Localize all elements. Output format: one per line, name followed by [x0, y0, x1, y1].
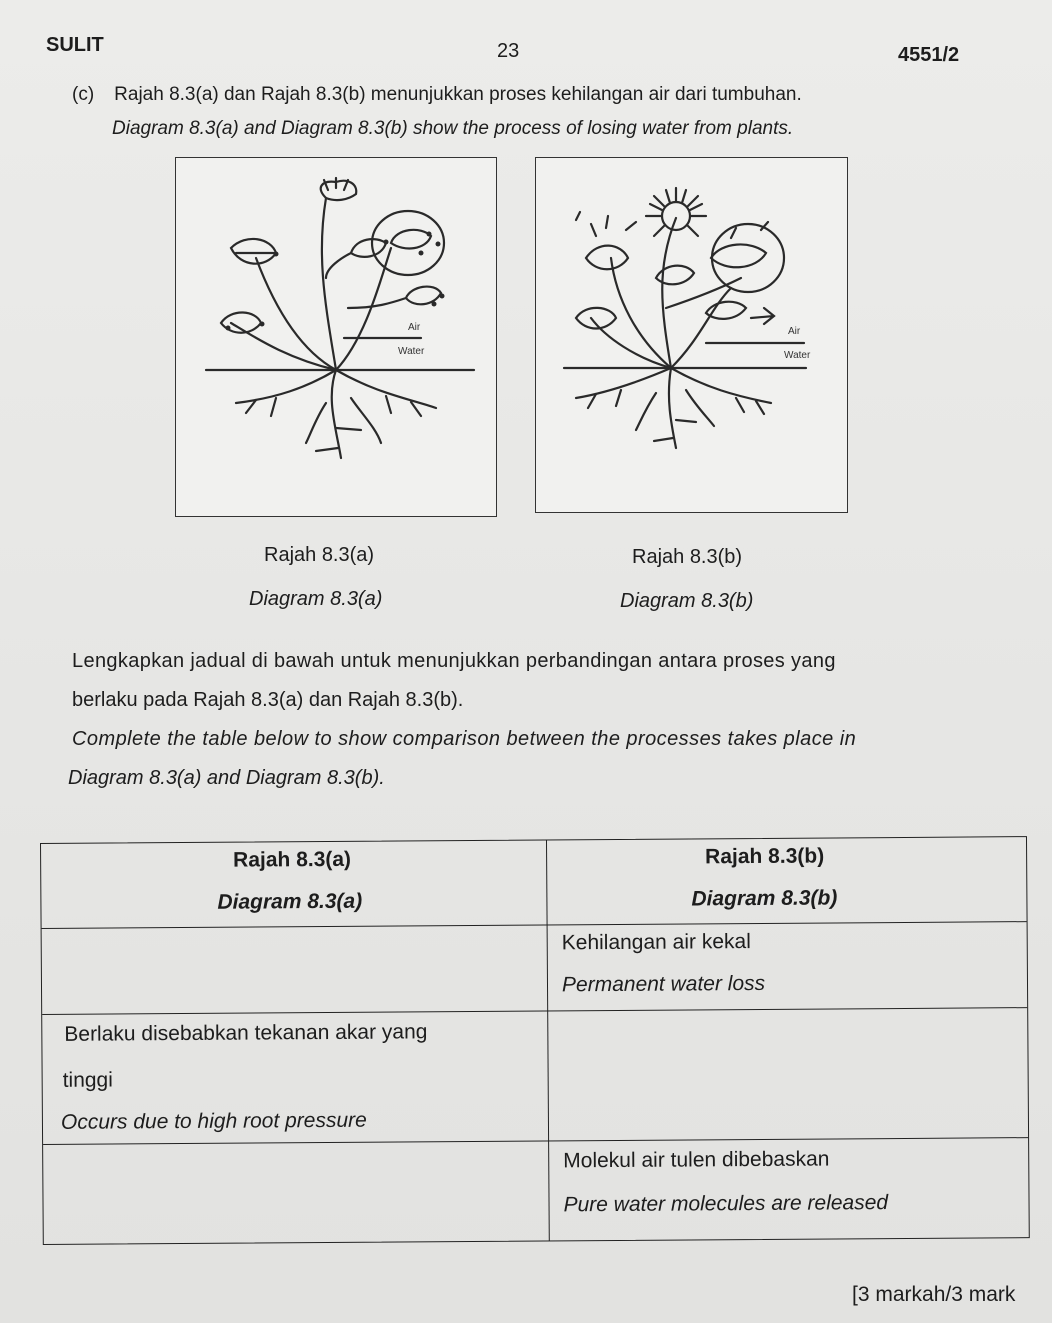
figure-b-air-label: Air	[788, 326, 801, 337]
instruction-malay-1: Lengkapkan jadual di bawah untuk menunjukkan perbandingan antara proses yang	[72, 650, 836, 672]
question-english: Diagram 8.3(a) and Diagram 8.3(b) show the process of losing water from plants.	[112, 118, 794, 139]
row2-a-malay-1: Berlaku disebabkan tekanan akar yang	[64, 1020, 428, 1046]
comparison-table	[40, 836, 1030, 1245]
page-number: 23	[497, 40, 520, 62]
head-b-english: Diagram 8.3(b)	[691, 886, 838, 911]
row2-a-malay-2: tinggi	[62, 1068, 113, 1092]
header-sulit: SULIT	[46, 34, 104, 56]
row2-a-english: Occurs due to high root pressure	[60, 1108, 367, 1134]
figure-a-box	[175, 157, 497, 517]
figure-b-water-label: Water	[784, 350, 811, 361]
plant-transpiration-drawing	[536, 158, 847, 512]
caption-a-english: Diagram 8.3(a)	[249, 588, 383, 610]
paper-code: 4551/2	[898, 44, 960, 66]
table-row-3	[43, 1137, 1029, 1245]
figure-a-air-label: Air	[408, 322, 421, 333]
question-label: (c)	[72, 84, 95, 105]
head-a-malay: Rajah 8.3(a)	[233, 847, 352, 872]
question-malay-text: Rajah 8.3(a) dan Rajah 8.3(b) menunjukkan proses kehilangan air dari tumbuhan.	[114, 84, 802, 105]
figure-a-water-label: Water	[398, 346, 425, 357]
row3-b-malay: Molekul air tulen dibebaskan	[563, 1147, 830, 1173]
head-a-english: Diagram 8.3(a)	[217, 889, 363, 914]
table-row-2	[42, 1007, 1028, 1145]
figure-b-box	[535, 157, 848, 513]
caption-a-malay: Rajah 8.3(a)	[264, 544, 375, 566]
question-malay	[72, 84, 802, 106]
row1-b-malay: Kehilangan air kekal	[561, 930, 751, 955]
plant-guttation-drawing	[176, 158, 496, 516]
instruction-english-2: Diagram 8.3(a) and Diagram 8.3(b).	[68, 767, 385, 789]
row3-b-english: Pure water molecules are released	[563, 1191, 889, 1217]
table-header-row	[41, 837, 1027, 928]
table-row-1	[42, 921, 1028, 1015]
head-b-malay: Rajah 8.3(b)	[705, 844, 825, 869]
caption-b-malay: Rajah 8.3(b)	[632, 546, 743, 568]
caption-b-english: Diagram 8.3(b)	[620, 590, 754, 612]
instruction-malay-2: berlaku pada Rajah 8.3(a) dan Rajah 8.3(b).	[72, 689, 464, 711]
marks-label: [3 markah/3 mark	[852, 1283, 1016, 1306]
row1-b-english: Permanent water loss	[561, 971, 766, 997]
instruction-english-1: Complete the table below to show comparison between the processes takes place in	[72, 728, 857, 750]
